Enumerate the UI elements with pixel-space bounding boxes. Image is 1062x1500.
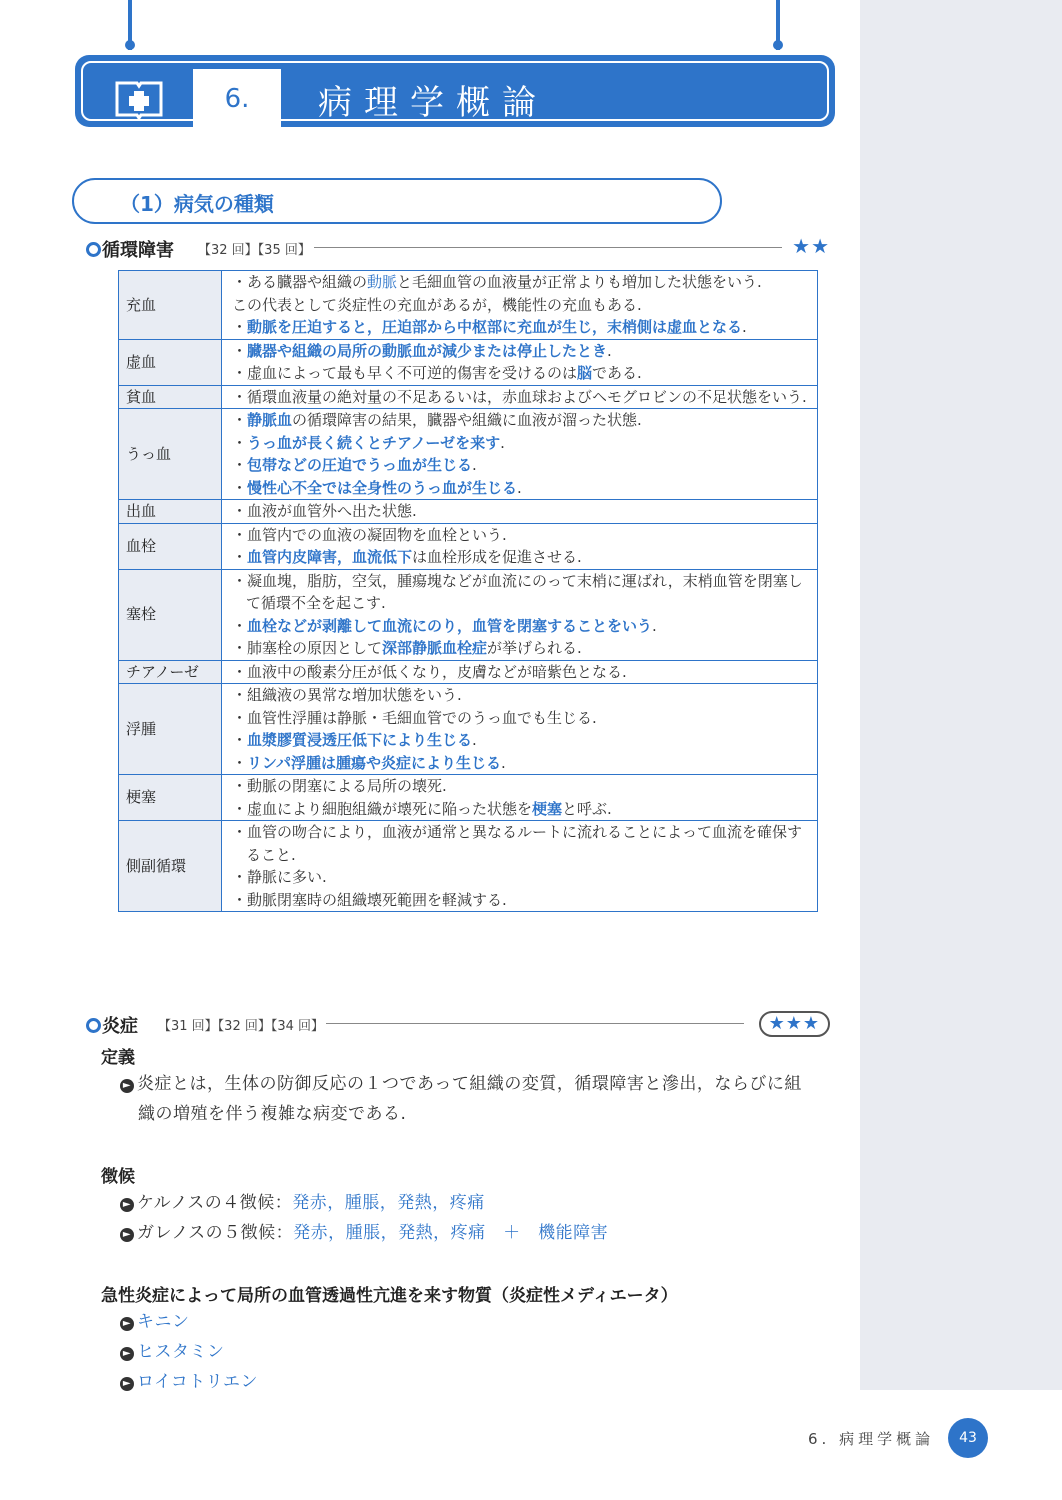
circle-arrow-icon: ► bbox=[120, 1198, 134, 1212]
highlight-text: 静脈血 bbox=[247, 411, 293, 429]
highlight-text: うっ血が長く続くとチアノーゼを来す bbox=[247, 433, 501, 452]
body-text: ・ bbox=[232, 753, 248, 772]
highlight-text: 深部静脈血栓症 bbox=[382, 639, 488, 657]
exam-refs: 【32 回】【35 回】 bbox=[198, 243, 311, 258]
table-row bbox=[119, 660, 818, 684]
chapter-number: 6. bbox=[193, 69, 281, 129]
description-line bbox=[232, 661, 809, 684]
circle-arrow-icon: ► bbox=[120, 1347, 134, 1361]
description-line bbox=[232, 637, 809, 660]
circulation-table bbox=[118, 270, 818, 912]
body-text: この代表として炎症性の充血があるが，機能性の充血もある. bbox=[232, 295, 642, 314]
description-line bbox=[232, 316, 809, 339]
table-row bbox=[119, 523, 818, 569]
description-line bbox=[232, 524, 809, 547]
page-number: 43 bbox=[948, 1418, 988, 1458]
description-line bbox=[232, 889, 809, 912]
list-item bbox=[120, 1337, 832, 1367]
definition-heading: 定義 bbox=[101, 1048, 135, 1068]
body-text: ・ bbox=[232, 548, 248, 566]
circle-arrow-icon: ► bbox=[120, 1079, 134, 1093]
section-title: （1）病気の種類 bbox=[120, 192, 274, 216]
term-cell: 貧血 bbox=[119, 385, 222, 409]
topic-rule bbox=[326, 1023, 744, 1024]
circle-arrow-icon: ► bbox=[120, 1317, 134, 1331]
description-line bbox=[232, 775, 809, 798]
body-text: . bbox=[652, 616, 657, 635]
description-cell bbox=[222, 569, 818, 660]
body-text: ・ある臓器や組織の bbox=[232, 273, 368, 291]
term-cell: 浮腫 bbox=[119, 684, 222, 775]
description-cell bbox=[222, 684, 818, 775]
description-line bbox=[232, 294, 809, 317]
body-text: ・血管内での血液の凝固物を血栓という. bbox=[232, 525, 507, 544]
description-line bbox=[232, 752, 809, 775]
table-row bbox=[119, 684, 818, 775]
description-cell bbox=[222, 409, 818, 500]
description-line bbox=[232, 362, 809, 385]
highlight-text: 動脈を圧迫すると，圧迫部から中枢部に充血が生じ，末梢側は虚血となる bbox=[247, 318, 743, 336]
highlight-text: 血漿膠質浸透圧低下により生じる bbox=[247, 731, 473, 749]
signs-heading: 徴候 bbox=[101, 1167, 135, 1187]
description-line bbox=[232, 386, 809, 409]
description-line bbox=[232, 866, 809, 889]
body-text: ・血液が血管外へ出た状態. bbox=[232, 502, 417, 520]
highlight-text: 血管内皮障害，血流低下 bbox=[247, 548, 413, 566]
body-text: ・ bbox=[232, 411, 248, 429]
description-line bbox=[232, 432, 809, 455]
description-line bbox=[232, 570, 809, 615]
book-cross-icon bbox=[113, 77, 165, 121]
body-text: ・血管性浮腫は静脈・毛細血管でのうっ血でも生じる. bbox=[232, 708, 597, 727]
highlight-text: 包帯などの圧迫でうっ血が生じる bbox=[247, 456, 473, 474]
table-row bbox=[119, 339, 818, 385]
description-cell bbox=[222, 821, 818, 912]
body-text: ・ bbox=[232, 478, 248, 497]
description-cell bbox=[222, 271, 818, 340]
body-text: . bbox=[472, 456, 477, 474]
chapter-title: 病理学概論 bbox=[318, 82, 548, 123]
body-text: ・虚血によって最も早く不可逆的傷害を受けるのは bbox=[232, 364, 578, 382]
mediator-list bbox=[120, 1307, 832, 1397]
ring-icon bbox=[86, 1018, 101, 1033]
description-line bbox=[232, 707, 809, 730]
term-cell: 塞栓 bbox=[119, 569, 222, 660]
circle-arrow-icon: ► bbox=[120, 1377, 134, 1391]
mediator-name: キニン bbox=[137, 1312, 190, 1332]
description-line bbox=[232, 454, 809, 477]
description-line bbox=[232, 821, 809, 866]
table-row bbox=[119, 775, 818, 821]
description-line bbox=[232, 409, 809, 432]
table-row bbox=[119, 385, 818, 409]
definition-text-cont: 織の増殖を伴う複雑な病変である. bbox=[138, 1104, 407, 1124]
term-cell: チアノーゼ bbox=[119, 660, 222, 684]
table-row bbox=[119, 409, 818, 500]
body-text: . bbox=[607, 341, 612, 360]
description-line bbox=[232, 500, 809, 523]
description-line bbox=[232, 615, 809, 638]
description-line bbox=[232, 798, 809, 821]
table-row bbox=[119, 500, 818, 524]
body-text: ・動脈の閉塞による局所の壊死. bbox=[232, 777, 447, 795]
term-cell: 側副循環 bbox=[119, 821, 222, 912]
topic-title: 炎症 bbox=[102, 1016, 138, 1037]
highlight-text: 臓器や組織の局所の動脈血が減少または停止したとき bbox=[247, 341, 608, 360]
body-text: . bbox=[500, 433, 505, 452]
description-cell bbox=[222, 660, 818, 684]
body-text: . bbox=[472, 731, 477, 749]
body-text: ・虚血により細胞組織が壊死に陥った状態を bbox=[232, 799, 533, 818]
footer-chapter-label: 6. 病理学概論 bbox=[808, 1430, 935, 1448]
exam-refs: 【31 回】【32 回】【34 回】 bbox=[158, 1019, 325, 1034]
importance-stars: ★★★ bbox=[759, 1011, 830, 1037]
list-item bbox=[120, 1218, 832, 1248]
description-line bbox=[232, 477, 809, 500]
topic-title: 循環障害 bbox=[102, 240, 174, 261]
body-text: と呼ぶ. bbox=[562, 799, 612, 818]
table-row bbox=[119, 271, 818, 340]
section-heading bbox=[72, 178, 722, 224]
description-cell bbox=[222, 775, 818, 821]
term-cell: 血栓 bbox=[119, 523, 222, 569]
term-cell: 充血 bbox=[119, 271, 222, 340]
mediator-name: ヒスタミン bbox=[137, 1342, 225, 1362]
body-text: ・静脈に多い. bbox=[232, 868, 327, 886]
body-text: は血栓形成を促進させる. bbox=[412, 548, 582, 566]
body-text: ・血液中の酸素分圧が低くなり，皮膚などが暗紫色となる. bbox=[232, 662, 627, 681]
body-text: . bbox=[500, 753, 506, 772]
body-text: ・肺塞栓の原因として bbox=[232, 639, 383, 657]
body-text: ・ bbox=[232, 616, 248, 635]
description-line bbox=[232, 546, 809, 569]
highlight-text: 梗塞 bbox=[532, 799, 563, 818]
mediator-heading: 急性炎症によって局所の血管透過性亢進を来す物質（炎症性メディエータ） bbox=[101, 1286, 678, 1306]
body-text: ・組織液の異常な増加状態をいう. bbox=[232, 686, 462, 704]
table-row bbox=[119, 821, 818, 912]
importance-stars: ★★ bbox=[792, 234, 830, 258]
body-text: と毛細血管の血液量が正常よりも増加した状態をいう. bbox=[397, 273, 762, 291]
description-line bbox=[232, 729, 809, 752]
chapter-header bbox=[75, 55, 835, 127]
body-text: ・循環血液量の絶対量の不足あるいは，赤血球およびヘモグロビンの不足状態をいう. bbox=[232, 387, 807, 406]
sign-label: ガレノスの５徴候： bbox=[137, 1223, 294, 1243]
side-margin-panel bbox=[860, 0, 1062, 1390]
body-text: . bbox=[517, 478, 522, 497]
highlight-text: リンパ浮腫は腫瘍や炎症により生じる bbox=[247, 753, 501, 772]
body-text: ・動脈閉塞時の組織壊死範囲を軽減する. bbox=[232, 890, 507, 909]
body-text: ・ bbox=[232, 456, 248, 474]
body-text: ・ bbox=[232, 318, 248, 336]
definition-item bbox=[120, 1069, 832, 1129]
description-cell bbox=[222, 385, 818, 409]
description-line bbox=[232, 340, 809, 363]
body-text: ・ bbox=[232, 433, 248, 452]
body-text: である. bbox=[592, 364, 642, 382]
body-text: の循環障害の結果，臓器や組織に血液が溜った状態. bbox=[292, 411, 642, 429]
description-cell bbox=[222, 339, 818, 385]
highlight-text: 動脈 bbox=[367, 273, 398, 291]
ring-icon bbox=[86, 242, 101, 257]
sign-value: 発赤，腫脹，発熱，疼痛 bbox=[292, 1193, 485, 1213]
definition-text: 炎症とは，生体の防御反応の１つであって組織の変質，循環障害と滲出，ならびに組 bbox=[137, 1074, 802, 1094]
description-cell bbox=[222, 523, 818, 569]
body-text: ・ bbox=[232, 341, 248, 360]
highlight-text: 脳 bbox=[577, 364, 593, 382]
signs-list bbox=[120, 1188, 832, 1248]
body-text: ・ bbox=[232, 731, 248, 749]
term-cell: 虚血 bbox=[119, 339, 222, 385]
description-line bbox=[232, 684, 809, 707]
chapter-header-frame bbox=[81, 61, 829, 121]
body-text: が挙げられる. bbox=[487, 639, 582, 657]
topic-circulation-heading bbox=[86, 236, 830, 264]
term-cell: うっ血 bbox=[119, 409, 222, 500]
mediator-name: ロイコトリエン bbox=[137, 1372, 258, 1392]
sign-value: 発赤，腫脹，発熱，疼痛 ＋ 機能障害 bbox=[293, 1223, 609, 1243]
sign-label: ケルノスの４徴候： bbox=[137, 1193, 293, 1213]
description-cell bbox=[222, 500, 818, 524]
header-hanger-right bbox=[776, 0, 780, 50]
body-text: . bbox=[742, 318, 747, 336]
term-cell: 出血 bbox=[119, 500, 222, 524]
description-line bbox=[232, 271, 809, 294]
highlight-text: 慢性心不全では全身性のうっ血が生じる bbox=[247, 478, 518, 497]
header-hanger-left bbox=[128, 0, 132, 50]
body-text: ・凝血塊，脂肪，空気，腫瘍塊などが血流にのって末梢に運ばれ，末梢血管を閉塞して循環不全を起こす. bbox=[232, 571, 803, 612]
body-text: ・血管の吻合により，血液が通常と異なるルートに流れることによって血流を確保すること. bbox=[232, 823, 803, 864]
topic-rule bbox=[314, 247, 782, 248]
list-item bbox=[120, 1307, 832, 1337]
list-item bbox=[120, 1188, 832, 1218]
circle-arrow-icon: ► bbox=[120, 1228, 134, 1242]
table-row bbox=[119, 569, 818, 660]
topic-inflammation-heading bbox=[86, 1012, 830, 1040]
list-item bbox=[120, 1367, 832, 1397]
term-cell: 梗塞 bbox=[119, 775, 222, 821]
highlight-text: 血栓などが剥離して血流にのり，血管を閉塞することをいう bbox=[247, 616, 653, 635]
